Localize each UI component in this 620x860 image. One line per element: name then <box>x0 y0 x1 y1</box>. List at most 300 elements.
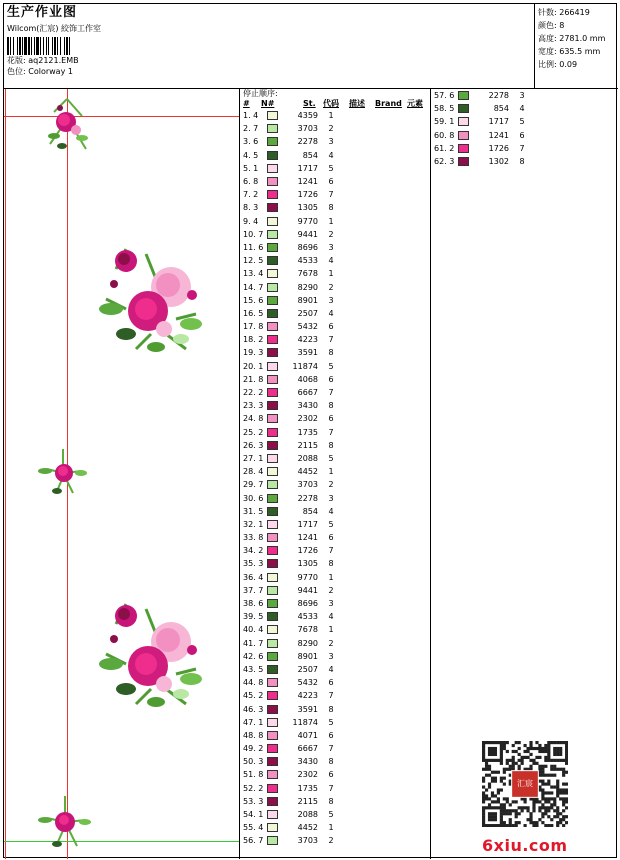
stop-sequence-table-continued <box>432 89 618 169</box>
row-index: 32. 1 <box>243 519 264 529</box>
color-code: 2 <box>328 229 334 239</box>
color-code: 4 <box>328 256 334 266</box>
color-swatch <box>267 441 278 450</box>
color-code: 1 <box>328 572 334 582</box>
table-row <box>241 795 430 808</box>
table-row <box>432 115 618 128</box>
stitch-count: 4223 <box>297 335 318 345</box>
stop-sequence-table <box>241 89 431 859</box>
row-index: 25. 2 <box>243 427 264 437</box>
color-swatch <box>267 243 278 252</box>
stitch-count: 854 <box>302 150 318 160</box>
row-index: 61. 2 <box>434 143 455 153</box>
stitch-count: 11874 <box>292 361 318 371</box>
row-index: 54. 1 <box>243 810 264 820</box>
color-code: 5 <box>328 519 334 529</box>
row-index: 4. 5 <box>243 150 259 160</box>
stitch-count: 3703 <box>297 124 318 134</box>
color-swatch <box>267 836 278 845</box>
table-row <box>241 228 430 241</box>
col-code: 代码 <box>323 99 339 108</box>
color-code: 7 <box>328 783 334 793</box>
stitch-count: 2507 <box>297 308 318 318</box>
table-row <box>241 386 430 399</box>
row-index: 44. 8 <box>243 678 264 688</box>
color-swatch <box>267 599 278 608</box>
color-code: 2 <box>328 124 334 134</box>
table-row <box>241 439 430 452</box>
row-index: 11. 6 <box>243 242 264 252</box>
color-swatch <box>267 428 278 437</box>
color-code: 1 <box>328 216 334 226</box>
color-swatch <box>267 230 278 239</box>
table-row <box>241 491 430 504</box>
table-row <box>241 360 430 373</box>
color-swatch <box>267 573 278 582</box>
table-header <box>241 89 430 109</box>
color-code: 3 <box>328 651 334 661</box>
row-index: 48. 8 <box>243 730 264 740</box>
color-swatch <box>267 507 278 516</box>
row-index: 47. 1 <box>243 717 264 727</box>
row-index: 42. 6 <box>243 651 264 661</box>
row-index: 20. 1 <box>243 361 264 371</box>
stitch-count: 3703 <box>297 480 318 490</box>
row-index: 58. 5 <box>434 104 455 114</box>
qr-code-icon <box>482 741 568 827</box>
color-swatch <box>267 177 278 186</box>
table-row <box>241 307 430 320</box>
stitch-count: 7678 <box>297 269 318 279</box>
table-row <box>241 412 430 425</box>
color-code: 6 <box>328 177 334 187</box>
row-index: 52. 2 <box>243 783 264 793</box>
table-row <box>432 142 618 155</box>
color-swatch <box>458 131 469 140</box>
stitch-count: 9770 <box>297 572 318 582</box>
table-row <box>241 702 430 715</box>
color-swatch <box>267 678 278 687</box>
color-code: 7 <box>328 388 334 398</box>
color-swatch <box>267 388 278 397</box>
color-swatch <box>267 335 278 344</box>
color-swatch <box>267 639 278 648</box>
color-code: 7 <box>328 335 334 345</box>
row-index: 9. 4 <box>243 216 259 226</box>
stop-sequence-label: 停止顺序: <box>243 89 278 98</box>
barcode-icon <box>7 37 112 55</box>
stitch-count: 3591 <box>297 348 318 358</box>
stitch-count: 1717 <box>297 519 318 529</box>
row-index: 33. 8 <box>243 533 264 543</box>
col-hash: # <box>243 99 250 108</box>
row-index: 8. 3 <box>243 203 259 213</box>
row-index: 24. 8 <box>243 414 264 424</box>
stitch-count: 1241 <box>297 533 318 543</box>
table-row <box>241 109 430 122</box>
color-code: 6 <box>328 414 334 424</box>
stitch-count: 854 <box>302 506 318 516</box>
color-code: 3 <box>328 295 334 305</box>
table-row <box>241 544 430 557</box>
row-index: 46. 3 <box>243 704 264 714</box>
table-row <box>241 808 430 821</box>
table-row <box>241 755 430 768</box>
stitch-count: 4533 <box>297 256 318 266</box>
stat-height: 高度: 2781.0 mm <box>538 34 606 43</box>
stitch-count: 4068 <box>297 374 318 384</box>
rose-motif-small-3 <box>37 794 92 854</box>
rose-motif-small <box>42 94 92 156</box>
stitch-count: 2278 <box>297 493 318 503</box>
stitch-count: 1726 <box>297 546 318 556</box>
table-body-continued <box>432 89 618 168</box>
stitch-count: 9441 <box>297 585 318 595</box>
row-index: 35. 3 <box>243 559 264 569</box>
color-swatch <box>267 164 278 173</box>
color-swatch <box>458 117 469 126</box>
color-code: 6 <box>328 678 334 688</box>
row-index: 22. 2 <box>243 388 264 398</box>
color-swatch <box>267 151 278 160</box>
color-code: 7 <box>328 691 334 701</box>
color-code: 7 <box>519 143 525 153</box>
row-index: 10. 7 <box>243 229 264 239</box>
table-row <box>241 571 430 584</box>
row-index: 13. 4 <box>243 269 264 279</box>
stats-panel <box>534 4 618 89</box>
color-code: 3 <box>328 242 334 252</box>
stitch-count: 7678 <box>297 625 318 635</box>
color-swatch <box>267 612 278 621</box>
color-code: 8 <box>328 559 334 569</box>
row-index: 3. 6 <box>243 137 259 147</box>
color-swatch <box>267 559 278 568</box>
color-code: 4 <box>328 308 334 318</box>
color-swatch <box>267 810 278 819</box>
row-index: 29. 7 <box>243 480 264 490</box>
color-code: 8 <box>328 796 334 806</box>
row-index: 14. 7 <box>243 282 264 292</box>
table-row <box>241 597 430 610</box>
color-swatch <box>267 111 278 120</box>
color-swatch <box>267 757 278 766</box>
table-row <box>241 267 430 280</box>
color-swatch <box>267 256 278 265</box>
stitch-count: 8901 <box>297 295 318 305</box>
color-code: 8 <box>328 203 334 213</box>
color-swatch <box>267 494 278 503</box>
color-code: 6 <box>328 730 334 740</box>
color-swatch <box>267 625 278 634</box>
row-index: 12. 5 <box>243 256 264 266</box>
stitch-count: 1305 <box>297 559 318 569</box>
stitch-count: 2278 <box>488 91 509 101</box>
table-row <box>241 821 430 834</box>
stitch-count: 11874 <box>292 717 318 727</box>
color-code: 5 <box>328 810 334 820</box>
table-row <box>241 782 430 795</box>
table-row <box>241 215 430 228</box>
color-swatch <box>458 144 469 153</box>
table-row <box>241 716 430 729</box>
color-code: 3 <box>328 137 334 147</box>
stat-colors: 颜色: 8 <box>538 21 565 30</box>
stitch-count: 854 <box>493 104 509 114</box>
color-swatch <box>267 401 278 410</box>
stitch-count: 2278 <box>297 137 318 147</box>
color-code: 8 <box>328 348 334 358</box>
color-code: 6 <box>519 130 525 140</box>
color-swatch <box>267 546 278 555</box>
rose-bouquet-large <box>96 239 216 364</box>
table-row <box>432 102 618 115</box>
table-row <box>241 623 430 636</box>
table-row <box>241 729 430 742</box>
row-index: 26. 3 <box>243 440 264 450</box>
color-swatch <box>267 269 278 278</box>
stitch-count: 1717 <box>488 117 509 127</box>
row-index: 36. 4 <box>243 572 264 582</box>
color-swatch <box>267 309 278 318</box>
color-code: 4 <box>328 506 334 516</box>
color-swatch <box>267 731 278 740</box>
row-index: 21. 8 <box>243 374 264 384</box>
color-swatch <box>267 691 278 700</box>
color-swatch <box>267 124 278 133</box>
stitch-count: 6667 <box>297 744 318 754</box>
table-row <box>241 320 430 333</box>
row-index: 18. 2 <box>243 335 264 345</box>
table-row <box>241 676 430 689</box>
color-code: 2 <box>328 282 334 292</box>
design-file: 花版: aq2121.EMB <box>7 56 79 65</box>
color-code: 7 <box>328 744 334 754</box>
row-index: 34. 2 <box>243 546 264 556</box>
row-index: 53. 3 <box>243 796 264 806</box>
table-row <box>241 465 430 478</box>
table-row <box>241 280 430 293</box>
stitch-count: 1735 <box>297 783 318 793</box>
table-row <box>241 637 430 650</box>
row-index: 41. 7 <box>243 638 264 648</box>
col-desc: 描述 <box>349 99 365 108</box>
row-index: 49. 2 <box>243 744 264 754</box>
guide-line-vertical-left <box>5 89 6 859</box>
stitch-count: 1241 <box>297 177 318 187</box>
stitch-count: 2088 <box>297 810 318 820</box>
color-swatch <box>267 283 278 292</box>
col-brand: Brand <box>375 99 402 108</box>
table-row <box>241 201 430 214</box>
watermark: 6xiu.com <box>482 836 568 855</box>
row-index: 31. 5 <box>243 506 264 516</box>
row-index: 56. 7 <box>243 836 264 846</box>
stitch-count: 2302 <box>297 414 318 424</box>
color-code: 8 <box>328 440 334 450</box>
color-code: 1 <box>328 467 334 477</box>
stitch-count: 1305 <box>297 203 318 213</box>
row-index: 45. 2 <box>243 691 264 701</box>
row-index: 43. 5 <box>243 664 264 674</box>
stitch-count: 3703 <box>297 836 318 846</box>
row-index: 23. 3 <box>243 401 264 411</box>
color-swatch <box>267 797 278 806</box>
table-row <box>241 426 430 439</box>
color-code: 3 <box>328 599 334 609</box>
row-index: 6. 8 <box>243 177 259 187</box>
row-index: 59. 1 <box>434 117 455 127</box>
row-index: 7. 2 <box>243 190 259 200</box>
stitch-count: 1726 <box>297 190 318 200</box>
row-index: 19. 3 <box>243 348 264 358</box>
stitch-count: 8290 <box>297 638 318 648</box>
stat-width: 宽度: 635.5 mm <box>538 47 601 56</box>
table-row <box>241 399 430 412</box>
stitch-count: 8901 <box>297 651 318 661</box>
table-row <box>241 373 430 386</box>
stitch-count: 9441 <box>297 229 318 239</box>
color-code: 4 <box>519 104 525 114</box>
row-index: 39. 5 <box>243 612 264 622</box>
table-row <box>241 254 430 267</box>
color-swatch <box>267 137 278 146</box>
color-code: 5 <box>519 117 525 127</box>
row-index: 28. 4 <box>243 467 264 477</box>
stitch-count: 8290 <box>297 282 318 292</box>
color-swatch <box>267 665 278 674</box>
rose-bouquet-large-2 <box>96 594 216 719</box>
color-code: 2 <box>328 638 334 648</box>
studio-name: Wilcom(汇宸) 絞饰工作室 <box>7 24 102 33</box>
color-swatch <box>267 480 278 489</box>
color-code: 2 <box>328 585 334 595</box>
color-code: 7 <box>328 190 334 200</box>
colorway: 色位: Colorway 1 <box>7 67 73 76</box>
row-index: 62. 3 <box>434 157 455 167</box>
color-code: 3 <box>328 493 334 503</box>
stitch-count: 2302 <box>297 770 318 780</box>
table-row <box>241 505 430 518</box>
color-swatch <box>458 104 469 113</box>
rose-motif-small-2 <box>37 447 89 499</box>
guide-line-top <box>4 116 240 117</box>
color-code: 5 <box>328 361 334 371</box>
color-code: 4 <box>328 150 334 160</box>
table-row <box>241 663 430 676</box>
table-row <box>241 742 430 755</box>
stitch-count: 5432 <box>297 678 318 688</box>
row-index: 27. 1 <box>243 453 264 463</box>
color-code: 1 <box>328 625 334 635</box>
color-code: 8 <box>519 157 525 167</box>
color-swatch <box>267 375 278 384</box>
row-index: 40. 4 <box>243 625 264 635</box>
color-swatch <box>267 203 278 212</box>
color-swatch <box>267 652 278 661</box>
color-swatch <box>267 414 278 423</box>
row-index: 15. 6 <box>243 295 264 305</box>
table-row <box>241 175 430 188</box>
color-swatch <box>267 348 278 357</box>
color-swatch <box>267 520 278 529</box>
row-index: 50. 3 <box>243 757 264 767</box>
stitch-count: 2088 <box>297 453 318 463</box>
color-swatch <box>267 823 278 832</box>
stitch-count: 1717 <box>297 163 318 173</box>
row-index: 5. 1 <box>243 163 259 173</box>
row-index: 17. 8 <box>243 322 264 332</box>
color-code: 1 <box>328 111 334 121</box>
color-swatch <box>267 454 278 463</box>
table-row <box>432 89 618 102</box>
stitch-count: 1726 <box>488 143 509 153</box>
stitch-count: 4452 <box>297 467 318 477</box>
sheet-title: 生产作业图 <box>7 5 78 20</box>
stitch-count: 3591 <box>297 704 318 714</box>
stitch-count: 2115 <box>297 796 318 806</box>
color-swatch <box>458 157 469 166</box>
stitch-count: 5432 <box>297 322 318 332</box>
table-row <box>241 610 430 623</box>
color-swatch <box>267 322 278 331</box>
stitch-count: 8696 <box>297 242 318 252</box>
row-index: 60. 8 <box>434 130 455 140</box>
stitch-count: 4223 <box>297 691 318 701</box>
color-code: 4 <box>328 612 334 622</box>
color-code: 1 <box>328 823 334 833</box>
color-swatch <box>267 744 278 753</box>
color-code: 6 <box>328 322 334 332</box>
stitch-count: 4071 <box>297 730 318 740</box>
table-row <box>241 162 430 175</box>
color-code: 6 <box>328 374 334 384</box>
table-row <box>241 188 430 201</box>
row-index: 38. 6 <box>243 599 264 609</box>
color-code: 4 <box>328 664 334 674</box>
stitch-count: 6667 <box>297 388 318 398</box>
table-row <box>241 149 430 162</box>
stat-stitches: 针数: 266419 <box>538 8 590 17</box>
color-code: 5 <box>328 717 334 727</box>
color-code: 6 <box>328 770 334 780</box>
table-row <box>241 518 430 531</box>
row-index: 16. 5 <box>243 308 264 318</box>
table-row <box>241 241 430 254</box>
stitch-count: 1735 <box>297 427 318 437</box>
col-st: St. <box>303 99 316 108</box>
row-index: 37. 7 <box>243 585 264 595</box>
color-code: 5 <box>328 163 334 173</box>
color-swatch <box>267 586 278 595</box>
stitch-count: 1302 <box>488 157 509 167</box>
color-swatch <box>267 718 278 727</box>
color-code: 1 <box>328 269 334 279</box>
row-index: 1. 4 <box>243 111 259 121</box>
color-swatch <box>267 784 278 793</box>
color-code: 5 <box>328 453 334 463</box>
color-code: 7 <box>328 546 334 556</box>
color-swatch <box>458 91 469 100</box>
color-code: 3 <box>519 91 525 101</box>
row-index: 55. 4 <box>243 823 264 833</box>
table-row <box>241 122 430 135</box>
stitch-count: 3430 <box>297 401 318 411</box>
sheet-header <box>4 4 618 89</box>
table-row <box>241 452 430 465</box>
color-swatch <box>267 296 278 305</box>
stitch-count: 4533 <box>297 612 318 622</box>
